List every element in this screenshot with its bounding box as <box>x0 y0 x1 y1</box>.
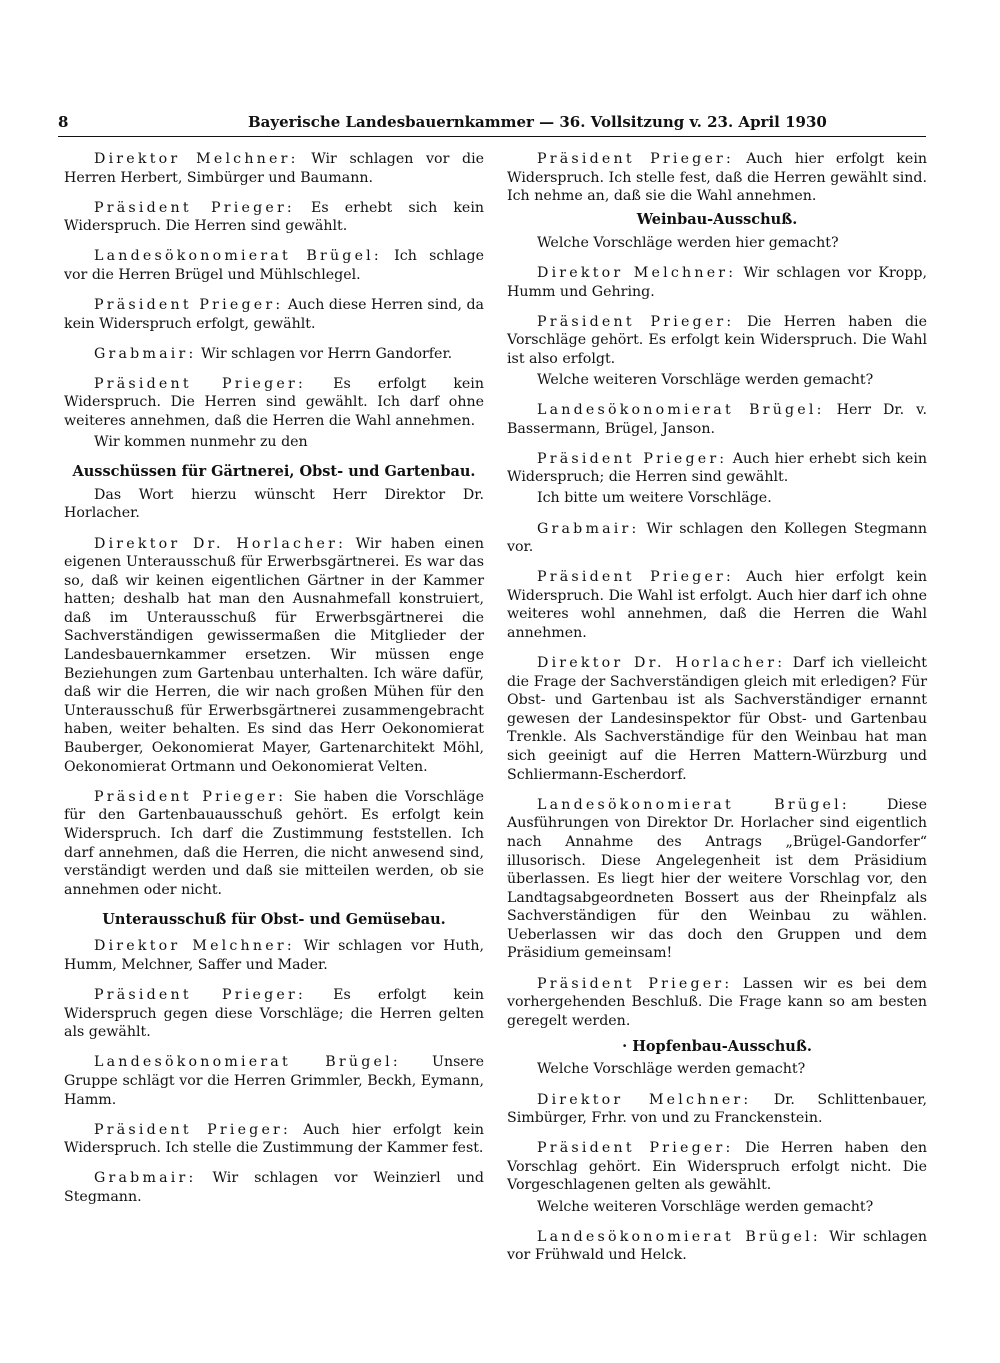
speaker-name: Präsident Prieger: <box>94 199 295 216</box>
speech-text: Herr Dr. v. Bassermann, Brügel, Janson. <box>507 402 927 437</box>
paragraph: Ich bitte um weitere Vorschläge. <box>537 490 772 507</box>
paragraph <box>64 199 484 236</box>
section-heading: · Hopfenbau-Ausschuß. <box>622 1037 812 1055</box>
paragraph <box>507 796 927 963</box>
paragraph: Welche weiteren Vorschläge werden gemacht? <box>537 1198 874 1215</box>
speaker-name: Landesökonomierat Brügel: <box>537 402 825 419</box>
speech-text: Die Herren haben die Vorschläge gehört. Es erfolgt kein Widerspruch. Die Wahl ist also erfolgt. <box>507 313 927 367</box>
speaker-name: Landesökonomierat Brügel: <box>94 1054 401 1071</box>
speech-text: Auch hier erfolgt kein Widerspruch. Ich stelle fest, daß die Herren gewählt sind. Ich nehme an, daß sie die Wahl annehmen. <box>507 151 927 205</box>
speech-text: Unsere Gruppe schlägt vor die Herren Grimmler, Beckh, Eymann, Hamm. <box>64 1054 484 1108</box>
speaker-name: Landesökonomierat Brügel: <box>537 796 850 813</box>
speech-text: Diese Ausführungen von Direktor Dr. Horlacher sind eigentlich nach Annahme des Antrags „Brügel-Gandorfer“ illusorisch. Diese Angelegenheit ist dem Präsidium überlassen. Es liegt hier der weitere Vorschlag vor, den Landtagsabgeordneten Bossert aus der Rheinpfalz als Sachverständigen für den Weinbau zu wählen. Ueberlassen wir das doch den Gruppen und dem Präsidium gemeinsam! <box>507 796 927 962</box>
speaker-name: Landesökonomierat Brügel: <box>537 1228 821 1245</box>
paragraph <box>507 401 927 438</box>
paragraph <box>507 150 927 206</box>
speech-text: Wir schlagen vor Kropp, Humm und Gehring. <box>507 264 927 300</box>
paragraph <box>507 450 927 487</box>
speech-text: Darf ich vielleicht die Frage der Sachverständigen gleich mit erledigen? Für Obst- und Gartenbau ist als Sachverständiger ernannt gewesen der Landesinspektor für Obst- und Gartenbau Trenkle. Als Sachverständige für den Weinbau hat man sich geeinigt auf die Herren Mattern-Würzburg und Schliermann-Escherdorf. <box>507 655 928 783</box>
speaker-name: Präsident Prieger: <box>537 313 735 330</box>
speech-text: Wir schlagen vor Weinzierl und Stegmann. <box>64 1170 484 1205</box>
paragraph <box>507 1139 927 1195</box>
paragraph <box>64 1053 484 1109</box>
speaker-name: Direktor Melchner: <box>537 1091 752 1108</box>
speaker-name: Direktor Dr. Horlacher: <box>537 655 786 672</box>
speaker-name: Präsident Prieger: <box>537 975 733 992</box>
paragraph <box>64 986 484 1042</box>
speech-text: Wir schlagen vor die Herren Herbert, Simbürger und Baumann. <box>64 151 484 186</box>
speaker-name: Präsident Prieger: <box>94 297 284 314</box>
speaker-name: Präsident Prieger: <box>537 151 734 167</box>
speech-text: Dr. Schlittenbauer, Simbürger, Frhr. von und zu Franckenstein. <box>507 1091 927 1127</box>
speech-text: Es erfolgt kein Widerspruch gegen diese Vorschläge; die Herren gelten als gewählt. <box>64 987 484 1041</box>
paragraph <box>64 247 484 284</box>
speaker-name: Direktor Melchner: <box>537 264 737 281</box>
left-column <box>64 150 484 1218</box>
paragraph: Das Wort hierzu wünscht Herr Direktor Dr. Horlacher. <box>64 486 484 522</box>
speaker-name: Landesökonomierat Brügel: <box>94 248 382 265</box>
paragraph <box>507 264 927 301</box>
speech-text: Wir haben einen eigenen Unterausschuß für Erwerbsgärtnerei. Es war das so, daß wir keinen eigentlichen Gärtner in der Kammer hatten; deshalb hat man den Ausnahmefall konstruiert, daß im Unterausschuß für Erwerbsgärtnerei die Sachverständigen gewissermaßen die Mitglieder der Landesbauernkammer ersetzen. Wir müssen enge Beziehungen zum Gartenbau unterhalten. Ich wäre dafür, daß wir die Herren, die wir nach großen Mühen für den Unterausschuß für Erwerbsgärtnerei zusammengebracht haben, weiter behalten. Es sind das Herr Oekonomierat Bauberger, Oekonomierat Mayer, Gartenarchitekt Möhl, Oekonomierat Ortmann und Oekonomierat Velten. <box>64 535 484 775</box>
speaker-name: Grabmair: <box>94 345 197 362</box>
speaker-name: Grabmair: <box>537 520 640 537</box>
paragraph <box>507 313 927 369</box>
speaker-name: Präsident Prieger: <box>94 987 306 1004</box>
speech-text: Auch hier erfolgt kein Widerspruch. Ich stelle die Zustimmung der Kammer fest. <box>64 1121 484 1157</box>
section-heading: Ausschüssen für Gärtnerei, Obst- und Gartenbau. <box>72 463 476 481</box>
speaker-name: Präsident Prieger: <box>537 1140 734 1157</box>
speaker-name: Präsident Prieger: <box>94 1121 291 1138</box>
speaker-name: Grabmair: <box>94 1170 197 1187</box>
paragraph <box>507 654 927 784</box>
page-header <box>58 112 926 137</box>
speaker-name: Direktor Melchner: <box>94 938 295 955</box>
right-column <box>507 150 927 1276</box>
paragraph <box>64 1121 484 1158</box>
section-heading: Weinbau-Ausschuß. <box>636 211 798 229</box>
speaker-name: Präsident Prieger: <box>94 375 306 392</box>
paragraph <box>64 296 484 333</box>
speech-text: Die Herren haben den Vorschlag gehört. Ein Widerspruch erfolgt nicht. Die Vorgeschlagenen gelten als gewählt. <box>507 1140 928 1194</box>
paragraph <box>507 568 927 642</box>
paragraph: Welche weiteren Vorschläge werden gemacht? <box>537 371 874 388</box>
paragraph <box>64 1169 484 1206</box>
paragraph <box>64 150 484 187</box>
running-title: Bayerische Landesbauernkammer — 36. Vollsitzung v. 23. April 1930 <box>248 113 827 131</box>
paragraph: Welche Vorschläge werden hier gemacht? <box>537 234 839 251</box>
speech-text: Es erfolgt kein Widerspruch. Die Herren sind gewählt. Ich darf ohne weiteres annehmen, daß die Herren die Wahl annehmen. <box>64 375 484 430</box>
speaker-name: Direktor Melchner: <box>94 151 299 167</box>
section-heading: Unterausschuß für Obst- und Gemüsebau. <box>102 910 446 928</box>
paragraph <box>64 345 484 364</box>
paragraph: Welche Vorschläge werden gemacht? <box>537 1061 806 1078</box>
speech-text: Auch hier erhebt sich kein Widerspruch; die Herren sind gewählt. <box>507 450 927 486</box>
speech-text: Auch diese Herren sind, da kein Widerspruch erfolgt, gewählt. <box>64 297 485 332</box>
paragraph <box>64 535 484 777</box>
paragraph <box>64 937 484 974</box>
paragraph <box>507 520 927 557</box>
paragraph <box>507 1228 927 1265</box>
speech-text: Wir schlagen vor Huth, Humm, Melchner, Saffer und Mader. <box>64 938 484 973</box>
speech-text: Wir schlagen vor Herrn Gandorfer. <box>200 345 453 362</box>
speech-text: Ich schlage vor die Herren Brügel und Mühlschlegel. <box>64 248 484 283</box>
speech-text: Wir schlagen vor Frühwald und Helck. <box>507 1228 927 1264</box>
paragraph: Wir kommen nunmehr zu den <box>94 434 308 451</box>
speech-text: Lassen wir es bei dem vorhergehenden Beschluß. Die Frage kann so am besten geregelt werden. <box>507 975 927 1029</box>
paragraph <box>64 788 484 900</box>
speech-text: Sie haben die Vorschläge für den Gartenbauausschuß gehört. Es erfolgt kein Widerspruch. Ich darf die Zustimmung feststellen. Ich darf annehmen, daß die Herren, die nicht anwesend sind, verständigt werden und daß sie mitteilen werden, ob sie annehmen oder nicht. <box>64 788 484 898</box>
speaker-name: Direktor Dr. Horlacher: <box>94 535 347 552</box>
paragraph <box>64 375 484 431</box>
speech-text: Es erhebt sich kein Widerspruch. Die Herren sind gewählt. <box>64 199 484 235</box>
page-number: 8 <box>58 113 69 131</box>
speech-text: Auch hier erfolgt kein Widerspruch. Die Wahl ist erfolgt. Auch hier darf ich ohne weiteres wohl annehmen, daß die Herren die Wahl annehmen. <box>507 569 927 641</box>
speaker-name: Präsident Prieger: <box>537 569 734 586</box>
speech-text: Wir schlagen den Kollegen Stegmann vor. <box>507 520 927 556</box>
paragraph <box>507 975 927 1031</box>
paragraph <box>507 1091 927 1128</box>
speaker-name: Präsident Prieger: <box>537 450 728 467</box>
speaker-name: Präsident Prieger: <box>94 788 287 805</box>
